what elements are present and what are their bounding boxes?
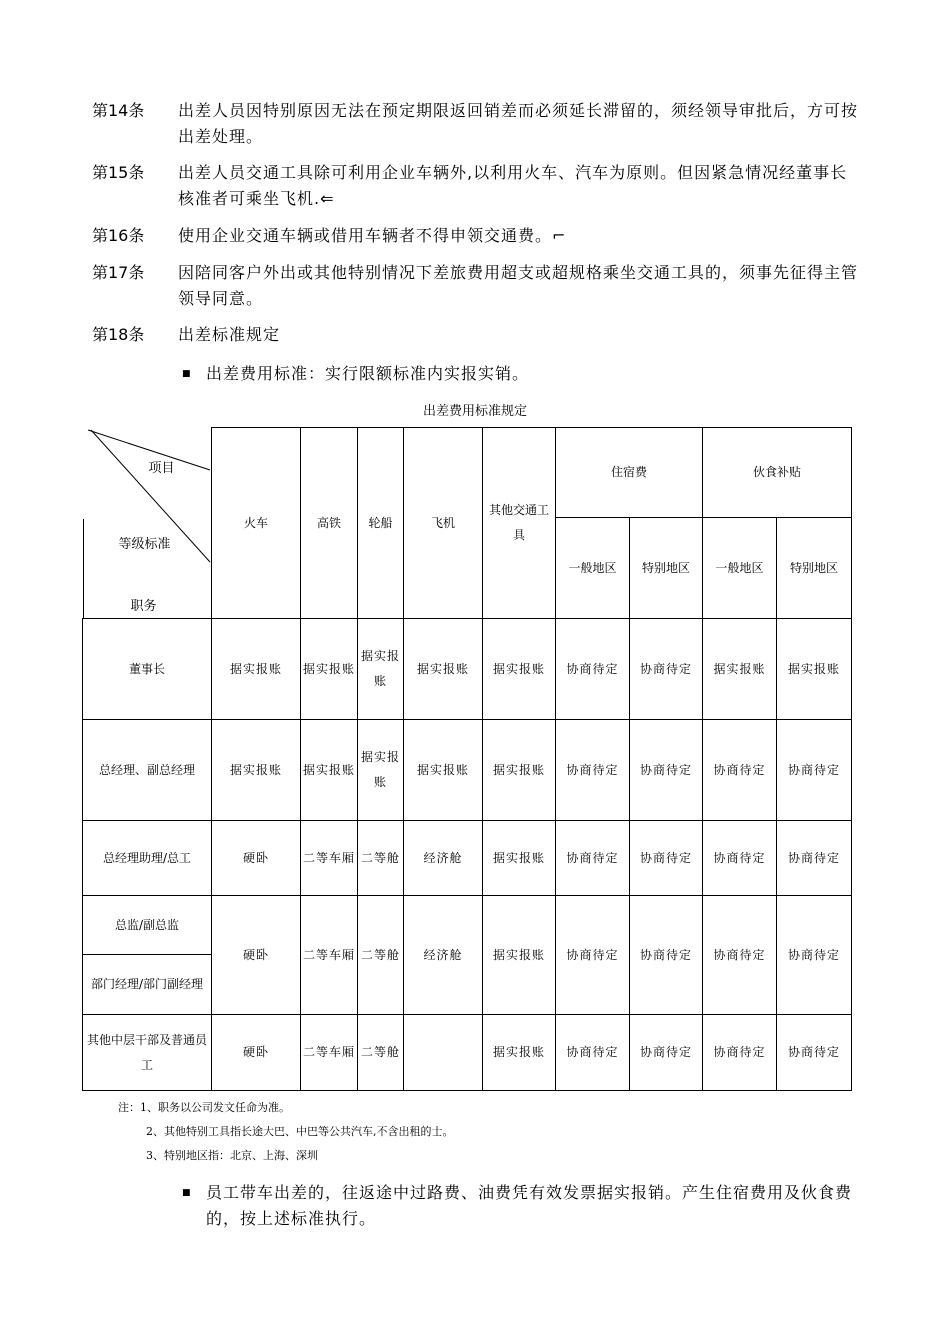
cell-ship: 二等舱: [358, 1015, 404, 1091]
cell-meal-general: 协商待定: [703, 1015, 777, 1091]
header-corner-cell: [83, 428, 212, 619]
cell-hsr: 二等车厢: [301, 1015, 358, 1091]
cell-ship: 据实报账: [358, 720, 404, 821]
header-meal-general: 一般地区: [703, 518, 777, 619]
article-number: 第16条: [92, 226, 145, 245]
cell-other: 据实报账: [483, 619, 556, 720]
cell-plane: 经济舱: [404, 896, 483, 1015]
article-14: [92, 98, 862, 150]
article-text: 出差人员交通工具除可利用企业车辆外,以利用火车、汽车为原则。但因紧急情况经董事长核准者可乘坐飞机.⇐: [178, 163, 848, 208]
cell-hsr: 二等车厢: [301, 896, 358, 1015]
cell-lodging-general: 协商待定: [556, 619, 630, 720]
cell-train: 硬卧: [212, 821, 301, 896]
bullet-text: 员工带车出差的，往返途中过路费、油费凭有效发票据实报销。产生住宿费用及伙食费的，按上述标准执行。: [206, 1183, 853, 1228]
cell-hsr: 据实报账: [301, 720, 358, 821]
cell-lodging-special: 协商待定: [630, 619, 703, 720]
cell-meal-special: 协商待定: [777, 1015, 852, 1091]
header-lodging-general: 一般地区: [556, 518, 630, 619]
bullet-square-icon: ■: [182, 369, 191, 379]
cell-meal-special: 协商待定: [777, 720, 852, 821]
article-text: 因陪同客户外出或其他特别情况下差旅费用超支或超规格乘坐交通工具的，须事先征得主管领导同意。: [178, 263, 859, 308]
row-title: 总监/副总监: [83, 896, 212, 955]
article-17: [92, 260, 862, 312]
bullet-item: [182, 1180, 862, 1232]
cell-hsr: 二等车厢: [301, 821, 358, 896]
cell-meal-special: 协商待定: [777, 896, 852, 1015]
row-title: 其他中层干部及普通员工: [83, 1015, 212, 1091]
article-number: 第18条: [92, 325, 145, 344]
header-other-transport: 其他交通工具: [483, 428, 556, 619]
table-row: [83, 619, 852, 720]
header-lodging-special: 特别地区: [630, 518, 703, 619]
cell-train: 据实报账: [212, 720, 301, 821]
travel-standard-table: [82, 427, 852, 1091]
table-row: [83, 720, 852, 821]
header-train: 火车: [212, 428, 301, 619]
table-row: [83, 896, 852, 955]
cell-train: 硬卧: [212, 1015, 301, 1091]
article-text: 使用企业交通车辆或借用车辆者不得申领交通费。⌐: [178, 226, 567, 245]
cell-train: 硬卧: [212, 896, 301, 1015]
cell-other: 据实报账: [483, 896, 556, 1015]
row-title: 董事长: [83, 619, 212, 720]
article-18: [92, 322, 862, 348]
row-title: 总经理、副总经理: [83, 720, 212, 821]
article-15: [92, 160, 862, 212]
note-line: 2、其他特别工具指长途大巴、中巴等公共汽车,不含出租的士。: [146, 1125, 454, 1138]
cell-meal-general: 据实报账: [703, 619, 777, 720]
cell-lodging-special: 协商待定: [630, 1015, 703, 1091]
cell-lodging-special: 协商待定: [630, 720, 703, 821]
cell-plane: 据实报账: [404, 720, 483, 821]
cell-hsr: 据实报账: [301, 619, 358, 720]
cell-plane: 据实报账: [404, 619, 483, 720]
table-row: [83, 1015, 852, 1091]
table-row: [83, 821, 852, 896]
article-16: [92, 223, 862, 249]
table-caption: 出差费用标准规定: [422, 404, 527, 419]
header-meal: 伙食补贴: [703, 428, 852, 518]
cell-lodging-general: 协商待定: [556, 1015, 630, 1091]
article-text: 出差标准规定: [178, 325, 281, 344]
cell-plane: [404, 1015, 483, 1091]
article-text: 出差人员因特别原因无法在预定期限返回销差而必须延长滞留的，须经领导审批后，方可按出差处理。: [178, 101, 859, 146]
cell-lodging-general: 协商待定: [556, 720, 630, 821]
cell-ship: 二等舱: [358, 821, 404, 896]
table-notes: [118, 1096, 454, 1168]
cell-lodging-special: 协商待定: [630, 896, 703, 1015]
cell-other: 据实报账: [483, 720, 556, 821]
cell-plane: 经济舱: [404, 821, 483, 896]
note-line: 3、特别地区指：北京、上海、深圳: [146, 1149, 318, 1162]
header-hsr: 高铁: [301, 428, 358, 619]
corner-item-label: 项目: [148, 460, 175, 476]
cell-meal-special: 协商待定: [777, 821, 852, 896]
bullet-square-icon: ■: [182, 1188, 191, 1198]
cell-other: 据实报账: [483, 1015, 556, 1091]
header-plane: 飞机: [404, 428, 483, 619]
cell-meal-special: 据实报账: [777, 619, 852, 720]
corner-title-label: 职务: [130, 598, 157, 614]
cell-meal-general: 协商待定: [703, 821, 777, 896]
cell-meal-general: 协商待定: [703, 720, 777, 821]
cell-lodging-general: 协商待定: [556, 896, 630, 1015]
bullet-item: [182, 361, 862, 387]
header-meal-special: 特别地区: [777, 518, 852, 619]
cell-ship: 二等舱: [358, 896, 404, 1015]
row-title: 部门经理/部门副经理: [83, 955, 212, 1015]
header-lodging: 住宿费: [556, 428, 703, 518]
cell-train: 据实报账: [212, 619, 301, 720]
article-number: 第17条: [92, 263, 145, 282]
article-number: 第15条: [92, 163, 145, 182]
header-ship: 轮船: [358, 428, 404, 619]
bullet-text: 出差费用标准：实行限额标准内实报实销。: [206, 364, 530, 383]
corner-diagonals: [83, 428, 212, 619]
cell-ship: 据实报账: [358, 619, 404, 720]
corner-level-label: 等级标准: [118, 536, 171, 552]
cell-other: 据实报账: [483, 821, 556, 896]
article-number: 第14条: [92, 101, 145, 120]
cell-lodging-general: 协商待定: [556, 821, 630, 896]
cell-meal-general: 协商待定: [703, 896, 777, 1015]
row-title: 总经理助理/总工: [83, 821, 212, 896]
note-line: 注：1、职务以公司发文任命为准。: [118, 1101, 290, 1114]
cell-lodging-special: 协商待定: [630, 821, 703, 896]
